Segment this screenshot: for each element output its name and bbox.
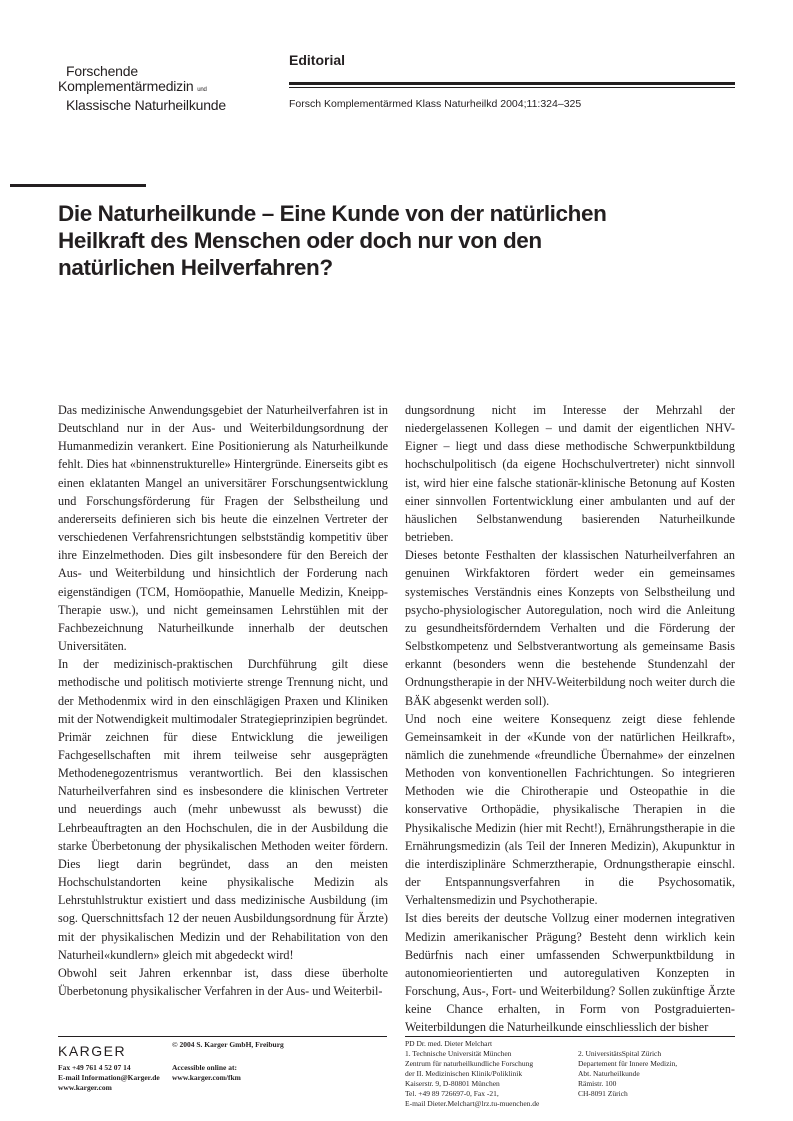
paragraph: Und noch eine weitere Konsequenz zeigt diese fehlende Gemeinsamkeit in der «Kunde von der natürlichen Heilkraft», nämlich die zunehmende «freundliche Übernahme» der einzelnen Methoden von konventionellen Fachrichtungen. So integrieren Methoden wie die Chirotherapie und Osteopathie in die konservative Orthopädie, physikalische Therapien in die Physikalische Medizin (hier mit Recht!), Ernährungstherapie in die Ernährungsmedizin (als Teil der Inneren Medizin), Akupunktur in die interdisziplinäre Schmerztherapie, Ordnungstherapie einschl. der Entspannungsverfahren in die Psychosomatik, Verhaltensmedizin und Psychotherapie. xyxy=(405,711,735,908)
citation: Forsch Komplementärmed Klass Naturheilkd 2004;11:324–325 xyxy=(289,98,582,110)
copyright: © 2004 S. Karger GmbH, Freiburg xyxy=(172,1040,284,1049)
footer-rule xyxy=(405,1036,735,1037)
paragraph: Das medizinische Anwendungsgebiet der Naturheilverfahren ist in Deutschland nur in der Aus- und Weiterbildungsordnung der Humanmedizin verankert. Eine Positionierung als Naturheilkunde fehlt. Dies hat «binnenstrukturelle» Hintergründe. Einerseits gibt es einen eklatanten Mangel an universitärer Forschungsentwicklung und Forschungsförderung für Fragen der Selbstheilung und andererseits definieren sich bis heute die einzelnen Vertreter der verschiedenen Verfahrensrichtungen selbstständig kompetitiv über ihre Einzelmethoden. Dies gilt insbesondere für den Bereich der Aus- und Weiterbildung und hinsichtlich der Forderung nach eigenständigen (TCM, Homöopathie, Manuelle Medizin, Kneipp-Therapie usw.), und nicht gemeinsamen Lehrstühlen mit der Fachbezeichnung Naturheilkunde innerhalb der deutschen Universitäten. xyxy=(58,403,388,654)
journal-logo-line: Klassische Naturheilkunde xyxy=(66,97,226,113)
journal-logo xyxy=(58,64,226,113)
body-column-left xyxy=(58,401,388,1000)
paragraph: Dieses betonte Festhalten der klassischen Naturheilverfahren an genuinen Wirkfaktoren fördert weder ein gemeinsames systemisches Verständnis eines Konzepts von Selbstheilung und psycho-physiologischer Autoregulation, noch wird die Anleitung zu gesundheitsförderndem Verhalten und die Förderung der Selbstkompetenz und Selbstverantwortung als gemeinsame Basis erkannt (besonders wenn die bestehende Stundenzahl der Ordnungstherapie in der NHV-Weiterbildung noch weiter durch die BÄK abgesenkt werden soll). xyxy=(405,548,735,708)
paragraph: Primär zeichnen für diese Entwicklung die jeweiligen Fachgesellschaften mit ihrem teilweise sehr ausgeprägten Methodenegozentrismus verantwortlich. Bei den klassischen Naturheilverfahren sind es insbesondere die klinischen Vertreter und neuerdings auch (mehr unbewusst als bewusst) die Lehrbeauftragten an den Hochschulen, die in der Ausbildung die starke Überbetonung der physikalischen Methoden weiter fördern. Dies liegt darin begründet, dass an den meisten Hochschulstandorten keine physikalische Medizin als Lehrstuhlstruktur existiert und dass medizinische Ausbildung (im sog. Querschnittsfach 12 der neuen Ausbildungsordnung für Ärzte) mit der physikalischen Medizin und der Rehabilitation von den Naturheil«kundlern» gleich mit abgedeckt wird! xyxy=(58,729,388,962)
footer-rule xyxy=(58,1036,387,1037)
article-title xyxy=(58,200,748,281)
body-column-right xyxy=(405,401,735,1036)
paragraph: In der medizinisch-praktischen Durchführung gilt diese methodische und politisch motivierte strenge Trennung nicht, und der Methodenmix wird in den einschlägigen Praxen und Kliniken mit der Notwendigkeit multimodaler Strategieprinzipien begründet. xyxy=(58,657,388,726)
title-line: Heilkraft des Menschen oder doch nur von den xyxy=(58,228,542,253)
journal-logo-line: Komplementärmedizin und xyxy=(58,78,207,94)
publisher-contact: Fax +49 761 4 52 07 14 E-mail Information@Karger.de www.karger.com xyxy=(58,1063,160,1092)
publisher-logo: KARGER xyxy=(58,1043,127,1059)
header-rule xyxy=(289,82,735,88)
section-label: Editorial xyxy=(289,52,346,68)
journal-logo-line: Forschende xyxy=(66,63,138,79)
paragraph: Ist dies bereits der deutsche Vollzug einer modernen integrativen Medizin amerikanischer Prägung? Besteht denn wirklich kein Bedürfnis nach einer umfassenden Schwerpunktbildung in autonomieorientierten und autoregulativen Konzepten in Forschung, Aus-, Fort- und Weiterbildung? Sollen zukünftige Ärzte keine Chance erhalten, in Form von Postgraduierten-Weiterbildungen die Naturheilkunde einschliesslich der bisher xyxy=(405,911,735,1035)
title-line: natürlichen Heilverfahren? xyxy=(58,255,333,280)
title-line: Die Naturheilkunde – Eine Kunde von der natürlichen xyxy=(58,201,607,226)
paragraph: dungsordnung nicht im Interesse der Mehrzahl der niedergelassenen Kollegen – und damit der eigentlichen NHV-Eigner – liegt und dass diese methodische Schwerpunktbildung hochschulpolitisch (da eigene Hochschulvertreter) nicht sinnvoll ist, wird hier eine falsche stationär-klinische Betonung auf Kosten einer sinnvollen Fortentwicklung einer ambulanten und auf der häuslichen Selbstanwendung basierenden Naturheilkunde betrieben. xyxy=(405,403,735,545)
title-accent-rule xyxy=(10,184,146,187)
second-address: 2. UniversitätsSpital Zürich Departement für Innere Medizin, Abt. Naturheilkunde Rämistr. 100 CH-8091 Zürich xyxy=(578,1049,678,1098)
author-address: PD Dr. med. Dieter Melchart 1. Technische Universität München Zentrum für naturheilkundliche Forschung der II. Medizinischen Klinik/Poliklinik Kaiserstr. 9, D-80801 München Tel. +49 89 726697-0, Fax -21, E-mail Dieter.Melchart@lrz.tu-muenchen.de xyxy=(405,1039,540,1108)
paragraph: Obwohl seit Jahren erkennbar ist, dass diese überholte Überbetonung physikalischer Verfahren in der Aus- und Weiterbil- xyxy=(58,965,388,998)
online-access: Accessible online at: www.karger.com/fkm xyxy=(172,1063,241,1082)
